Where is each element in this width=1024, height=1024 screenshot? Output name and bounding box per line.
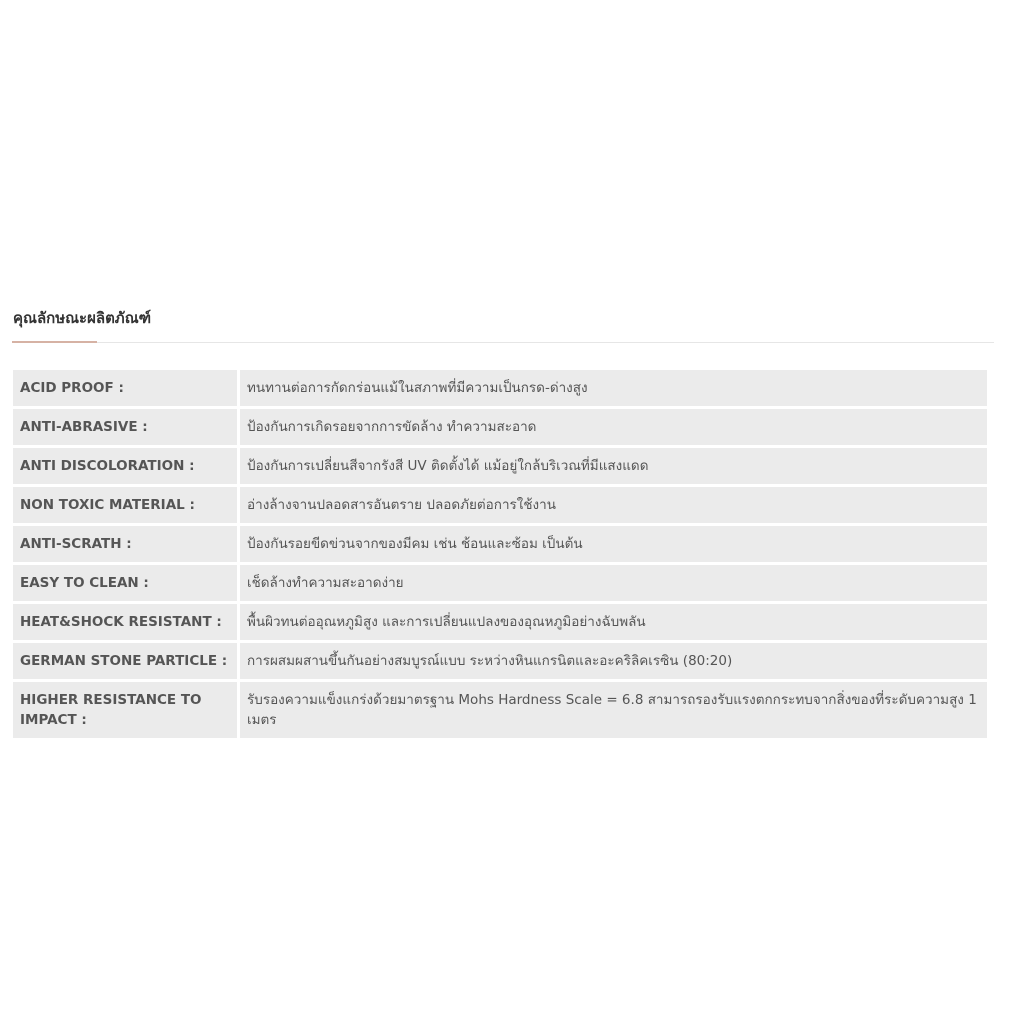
- spec-value: ป้องกันรอยขีดข่วนจากของมีคม เช่น ช้อนและซ้อม เป็นต้น: [240, 526, 987, 562]
- table-row: [13, 409, 987, 445]
- spec-label: GERMAN STONE PARTICLE :: [13, 643, 237, 679]
- table-row: [13, 448, 987, 484]
- spec-value: ป้องกันการเปลี่ยนสีจากรังสี UV ติดตั้งได้ แม้อยู่ใกล้บริเวณที่มีแสงแดด: [240, 448, 987, 484]
- spec-table: [10, 367, 990, 741]
- spec-label: ANTI-ABRASIVE :: [13, 409, 237, 445]
- spec-value: การผสมผสานขึ้นกันอย่างสมบูรณ์แบบ ระหว่างหินแกรนิตและอะคริลิคเรซิน (80:20): [240, 643, 987, 679]
- table-row: [13, 682, 987, 738]
- spec-value: รับรองความแข็งแกร่งด้วยมาตรฐาน Mohs Hardness Scale = 6.8 สามารถรองรับแรงตกกระทบจากสิ่งของที่ระดับความสูง 1 เมตร: [240, 682, 987, 738]
- title-divider: [12, 342, 994, 343]
- table-row: [13, 526, 987, 562]
- spec-label: HIGHER RESISTANCE TO IMPACT :: [13, 682, 237, 738]
- spec-value: เช็ดล้างทำความสะอาดง่าย: [240, 565, 987, 601]
- table-row: [13, 487, 987, 523]
- spec-value: ทนทานต่อการกัดกร่อนแม้ในสภาพที่มีความเป็นกรด-ด่างสูง: [240, 370, 987, 406]
- product-features-section: [12, 304, 994, 343]
- table-row: [13, 565, 987, 601]
- spec-value: ป้องกันการเกิดรอยจากการขัดล้าง ทำความสะอาด: [240, 409, 987, 445]
- spec-value: อ่างล้างจานปลอดสารอันตราย ปลอดภัยต่อการใช้งาน: [240, 487, 987, 523]
- spec-label: ACID PROOF :: [13, 370, 237, 406]
- title-accent-bar: [12, 341, 97, 343]
- section-title: คุณลักษณะผลิตภัณฑ์: [13, 309, 152, 327]
- spec-label: ANTI DISCOLORATION :: [13, 448, 237, 484]
- spec-label: NON TOXIC MATERIAL :: [13, 487, 237, 523]
- table-row: [13, 370, 987, 406]
- table-row: [13, 643, 987, 679]
- spec-label: HEAT&SHOCK RESISTANT :: [13, 604, 237, 640]
- spec-value: พื้นผิวทนต่ออุณหภูมิสูง และการเปลี่ยนแปลงของอุณหภูมิอย่างฉับพลัน: [240, 604, 987, 640]
- table-row: [13, 604, 987, 640]
- spec-label: EASY TO CLEAN :: [13, 565, 237, 601]
- spec-label: ANTI-SCRATH :: [13, 526, 237, 562]
